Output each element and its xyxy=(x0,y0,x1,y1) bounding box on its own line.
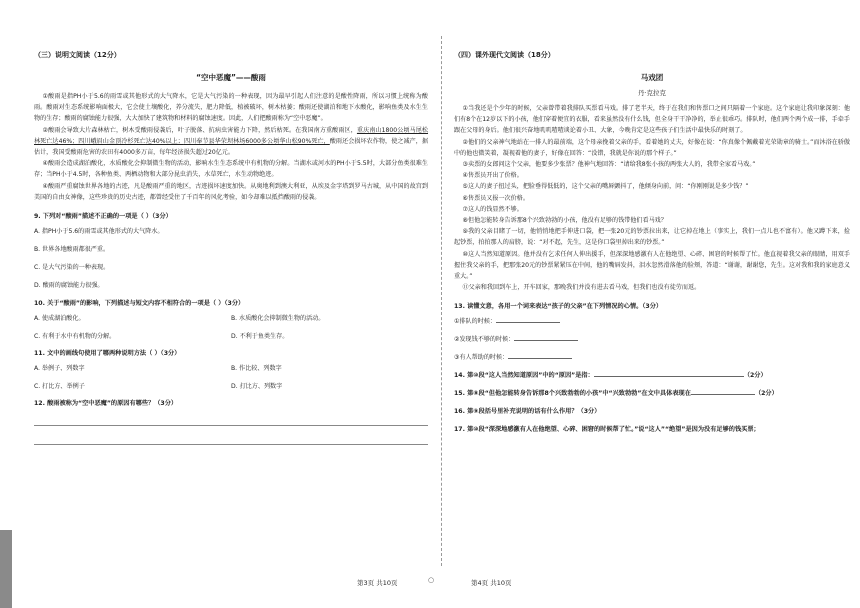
section-heading-four: （四）课外现代文阅读（18分） xyxy=(454,51,555,59)
circus-paragraph-5: ⑤这人的妻子扭过头，把脸垂得低低的，这个父亲的嘴唇颤抖了，他倾身向前，问：“你刚刚说是多少钱？” xyxy=(462,183,749,191)
paragraph-3: ④酸雨会造成湖泊酸化，水质酸化会抑制微生物的活动，影响水生生态系统中有机物的分解。当湖水或河水的PH小于5.5时，大部分鱼类很难生存；当PH小于4.5时，各种鱼类、两栖动物和大部分昆虫消失，水草死亡，水生动物绝迹。 xyxy=(34,160,428,179)
q13-blank-3[interactable] xyxy=(508,352,572,359)
q9-option-b: B. 世界各地酸雨都很严重。 xyxy=(34,246,110,254)
q15-score: （2分） xyxy=(754,390,778,398)
q13-item-1 xyxy=(454,316,850,325)
paragraph-2-rest: 酸雨还会损坏农作物，使之减产，据估计，我国受酸雨危害的农田有4000多万亩，每年经济损失超过20亿元。 xyxy=(34,137,428,157)
q10-option-d: D. 不利于鱼类生存。 xyxy=(231,333,289,341)
question-14 xyxy=(454,370,850,379)
question-12: 12. 酸雨被称为“空中恶魔”的原因有哪些？（3分） xyxy=(34,400,178,408)
q9-option-c: C. 是大气污染的一种表现。 xyxy=(34,264,110,272)
article-title-circus: 马戏团 xyxy=(640,73,664,82)
q13-item-3-label: ③有人帮助的时候： xyxy=(454,354,509,362)
q10-option-b: B. 水质酸化会抑制微生物的活动。 xyxy=(231,315,325,323)
q10-options xyxy=(34,313,428,340)
q15-blank[interactable] xyxy=(691,388,755,395)
q11-option-c: C. 打比方、举例子 xyxy=(34,383,85,391)
article-author: 丹·克拉克 xyxy=(637,89,667,97)
q13-item-2 xyxy=(454,334,850,343)
underlined-sentence-2: 四川奉节县华荣坝林场6000多公顷华山松90%死亡， xyxy=(183,137,330,145)
q9-option-a: A. 指PH小于5.6的雨雪或其他形式的大气降水。 xyxy=(34,228,164,236)
circus-paragraph-4: ④售票员开出了价格。 xyxy=(462,172,523,180)
q13-item-1-label: ①排队的时候： xyxy=(454,318,497,326)
circus-paragraph-6: ⑥售票员又报一次价格。 xyxy=(462,194,529,202)
page-number-right: 第4页 共10页 xyxy=(471,579,512,587)
paragraph-2 xyxy=(34,125,428,159)
underlined-sentence-1: 重庆南山1800公顷马尾松林死亡达46%；四川峨眉山金顶冷杉死亡达40%以上； xyxy=(34,126,429,145)
q13-item-2-label: ②发现钱不够的时候： xyxy=(454,336,515,344)
section-heading-three: （三）说明文阅读（12分） xyxy=(34,51,121,59)
circus-paragraph-3: ③卖票的女郎问这个父亲，他要多少张票？他神气地回答：“请给我8张小孩的两张大人的，我带全家看马戏。” xyxy=(462,161,756,169)
circus-paragraph-10: ⑩这人当然知道原因。他并没有乞求任何人伸出援手，但深深地感激有人在他绝望、心碎、困窘的时候帮了忙。他直视着我父亲的眼睛，用双手握住我父亲的手，把那张20元的钞票紧紧压在中间，他的嘴唇发抖，泪水忽然滑落他的脸颊，答道：“谢谢，谢谢您，先生。这对我和我的家庭意义重大。” xyxy=(454,250,850,281)
question-17: 17. 第⑩段“深深地感激有人在他绝望、心碎、困窘的时候帮了忙。”说“这人”“绝望”是因为没有足够的钱买票； xyxy=(454,426,760,434)
answer-line-1[interactable] xyxy=(34,413,428,426)
q15-stem: 15. 第⑧段“但他怎能转身告诉那8个兴致勃勃的小孩”中“兴致勃勃”在文中具体表现在 xyxy=(454,390,691,398)
q13-blank-2[interactable] xyxy=(514,334,578,341)
question-13: 13. 读懂文意，各用一个词来表达“孩子的父亲”在下列情况的心情。（3分） xyxy=(454,303,663,311)
paragraph-1: ①酸雨是指PH小于5.6的雨雪或其他形式的大气降水，它是大气污染的一种表现，因为最早引起人们注意的是酸性降雨，所以习惯上统称为酸雨。酸雨对生态系统影响面极大，它会使土壤酸化，养分流失，肥力降低，植被破坏，树木枯萎；酸雨还使湖泊和地下水酸化，影响鱼类及水生生物的生存；酸雨的腐蚀能力很强，大大加快了建筑物和材料的腐蚀速度。因此，人们把酸雨称为“空中恶魔”。 xyxy=(34,93,428,123)
circus-paragraph-9: ⑨我的父亲目睹了一切，他悄悄地把手伸进口袋，把一张20元的钞票拉出来，让它掉在地上（事实上，我们一点儿也不富有）。他又蹲下来，捡起钞票，拍拍那人的肩膀，说：“对不起，先生，这是你口袋里掉出来的钞票。” xyxy=(454,228,850,247)
circus-paragraph-8: ⑧但他怎能转身告诉那8个兴致勃勃的小孩，他没有足够的钱带他们看马戏？ xyxy=(462,217,667,225)
circus-paragraph-11: ⑪父亲和我回到车上，开车回家，那晚我们并没有进去看马戏，但我们也没有徒劳而返。 xyxy=(462,284,701,292)
right-page xyxy=(454,50,850,442)
binding-margin-bar xyxy=(0,530,12,608)
left-page xyxy=(34,50,428,451)
q14-stem: 14. 第⑩段“这人当然知道原因”中的“原因”是指： xyxy=(454,372,594,380)
question-9: 9. 下列对“酸雨”描述不正确的一项是（ ）（3分） xyxy=(34,213,172,221)
q11-option-d: D. 打比方、列数字 xyxy=(231,383,283,391)
article-title-acid-rain: “空中恶魔”——酸雨 xyxy=(196,73,266,82)
q10-option-c: C. 有利于水中有机物的分解。 xyxy=(34,333,116,341)
circus-paragraph-2: ②他们的父亲神气地站在一排人的最前端，这个母亲挽着父亲的手，看着她的丈夫，好像在说：“你真像个佩戴着光荣勋章的骑士。”而沐浴在骄傲中的他也微笑着，凝视着他的妻子，好像在回答：“没错，我就是你说的那个样子。” xyxy=(454,138,850,157)
circus-paragraph-1: ①当我还是个少年的时候，父亲曾带着我排队买票看马戏。排了老半天，终于在我们和售票口之间只隔着一个家庭。这个家庭让我印象深刻：他们有8个在12岁以下的小孩，他们穿着便宜的衣服，看来虽然没有什么钱，但全身干干净净的，举止很乖巧。排队时，他们两个两个成一排，手牵手跟在父母的身后。他们很兴奋地叽叽喳喳谈论着小丑、大象，今晚肯定是这些孩子们生活中最快乐的时刻了。 xyxy=(454,105,850,135)
q11-options xyxy=(34,363,428,390)
question-15 xyxy=(454,388,850,397)
q13-item-3 xyxy=(454,352,850,361)
question-11: 11. 文中的画线句使用了哪两种说明方法（ ）（3分） xyxy=(34,350,181,358)
q14-blank[interactable] xyxy=(594,370,744,377)
page-divider xyxy=(441,36,442,566)
paragraph-2-intro: ②酸雨会导致大片森林枯亡，树木受酸雨侵袭后，叶子脱落、抗病虫害能力下降，然后枯死。在我国南方重酸雨区， xyxy=(42,126,357,134)
binding-hole-icon: ○ xyxy=(428,576,435,584)
q10-option-a: A. 使成湖泊酸化。 xyxy=(34,315,85,323)
paragraph-4: ④酸雨严重腐蚀世界各地的古迹，凡是酸雨严重的地区，古迹损坏速度加快。从奥地利到澳大利亚，从埃及金字塔到罗马古城，从中国的故宫到美国的自由女神像，这些珍贵的历史古迹，都曾经受住了千百年的风化考验，如今却难以抵挡酸雨的侵袭。 xyxy=(34,182,428,201)
circus-paragraph-7: ⑦这人的钱显然不够。 xyxy=(462,205,523,213)
q11-option-b: B. 作比较、列数字 xyxy=(231,365,282,373)
page-number-left: 第3页 共10页 xyxy=(357,579,398,587)
q9-option-d: D. 酸雨的腐蚀能力很强。 xyxy=(34,282,104,290)
answer-line-2[interactable] xyxy=(34,432,428,445)
question-10: 10. 关于“酸雨”的影响，下列描述与短文内容不相符合的一项是（ ）（3分） xyxy=(34,300,245,308)
q13-blank-1[interactable] xyxy=(496,316,560,323)
q11-option-a: A. 举例子、列数字 xyxy=(34,365,85,373)
question-16: 16. 第⑨段括号里补充说明的话有什么作用？（3分） xyxy=(454,408,601,416)
q14-score: （2分） xyxy=(743,372,767,380)
